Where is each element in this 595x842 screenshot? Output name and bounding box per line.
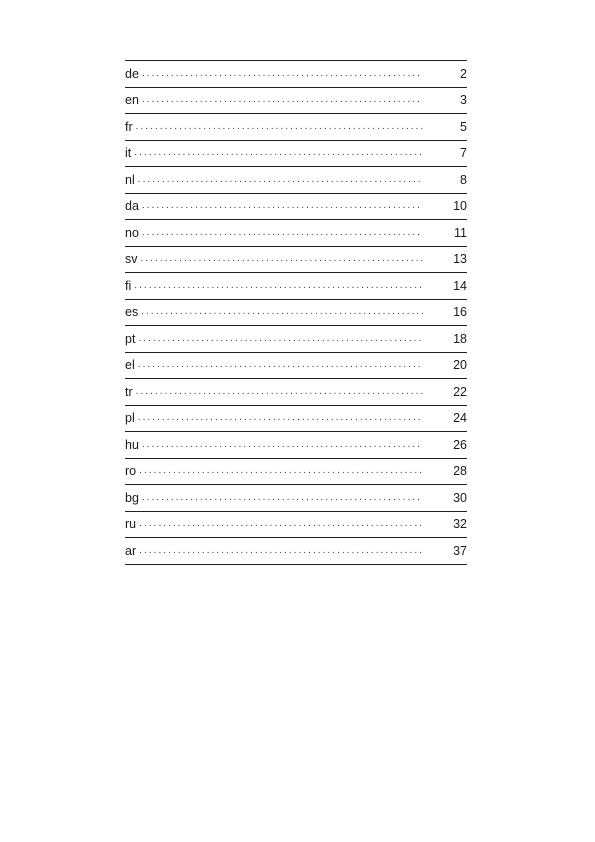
toc-row-pl[interactable] — [125, 406, 467, 433]
toc-language-code: fi — [125, 278, 132, 293]
dot-leader — [136, 122, 423, 132]
dot-leader — [138, 175, 423, 185]
toc-language-code: pt — [125, 331, 136, 346]
toc-row-en[interactable] — [125, 88, 467, 115]
toc-page-number: 20 — [453, 358, 467, 372]
toc-page-number: 11 — [454, 225, 467, 240]
dot-leader — [136, 387, 423, 397]
toc-language-code: da — [125, 199, 139, 213]
toc-language-code: no — [125, 225, 139, 240]
toc-language-code: nl — [125, 172, 135, 187]
toc-row-tr[interactable] — [125, 379, 467, 406]
toc-page-number: 37 — [453, 543, 467, 558]
dot-leader — [138, 413, 423, 423]
toc-row-sv[interactable] — [125, 247, 467, 274]
toc-language-code: pl — [125, 411, 135, 425]
toc-language-code: ro — [125, 464, 137, 478]
toc-page-number: 3 — [460, 93, 467, 107]
toc-language-code: ru — [125, 517, 137, 531]
dot-leader — [142, 201, 423, 211]
toc-language-code: de — [125, 66, 139, 81]
toc-language-code: en — [125, 93, 139, 107]
dot-leader — [139, 466, 423, 476]
toc-page-number: 28 — [453, 464, 467, 478]
toc-page-number: 32 — [453, 517, 467, 531]
toc-page-number: 16 — [453, 305, 467, 319]
dot-leader — [139, 546, 423, 556]
toc-language-code: bg — [125, 490, 139, 505]
toc-language-code: ar — [125, 543, 137, 558]
dot-leader — [142, 493, 423, 503]
toc-row-bg[interactable] — [125, 485, 467, 512]
toc-row-fi[interactable] — [125, 273, 467, 300]
toc-row-fr[interactable] — [125, 114, 467, 141]
dot-leader — [138, 334, 423, 344]
toc-page-number: 7 — [460, 146, 467, 160]
dot-leader — [134, 148, 423, 158]
toc-row-ru[interactable] — [125, 512, 467, 539]
toc-language-code: sv — [125, 252, 138, 266]
toc-row-pt[interactable] — [125, 326, 467, 353]
dot-leader — [142, 228, 423, 238]
toc-page-number: 24 — [453, 411, 467, 425]
toc-row-ar[interactable] — [125, 538, 467, 565]
toc-language-code: fr — [125, 119, 133, 134]
toc-row-hu[interactable] — [125, 432, 467, 459]
dot-leader — [142, 69, 423, 79]
toc-page-number: 2 — [460, 66, 467, 81]
toc-row-da[interactable] — [125, 194, 467, 221]
toc-row-el[interactable] — [125, 353, 467, 380]
toc-page-number: 10 — [453, 199, 467, 213]
toc-row-nl[interactable] — [125, 167, 467, 194]
toc-row-de[interactable] — [125, 61, 467, 88]
dot-leader — [142, 95, 423, 105]
dot-leader — [139, 519, 423, 529]
dot-leader — [142, 440, 423, 450]
toc-row-es[interactable] — [125, 300, 467, 327]
toc-language-code: el — [125, 358, 135, 372]
toc-page-number: 13 — [453, 252, 467, 266]
toc-page-number: 30 — [453, 490, 467, 505]
toc-page-number: 18 — [453, 331, 467, 346]
toc-language-code: hu — [125, 437, 139, 452]
dot-leader — [138, 360, 423, 370]
toc-page-number: 5 — [460, 119, 467, 134]
table-of-contents — [125, 60, 467, 565]
toc-language-code: es — [125, 305, 139, 319]
toc-page-number: 14 — [453, 278, 467, 293]
toc-row-it[interactable] — [125, 141, 467, 168]
toc-row-no[interactable] — [125, 220, 467, 247]
dot-leader — [141, 307, 423, 317]
toc-page-number: 8 — [460, 172, 467, 187]
toc-language-code: it — [125, 146, 132, 160]
dot-leader — [141, 254, 424, 264]
toc-page-number: 26 — [453, 437, 467, 452]
toc-page-number: 22 — [453, 384, 467, 399]
dot-leader — [134, 281, 423, 291]
toc-row-ro[interactable] — [125, 459, 467, 486]
toc-language-code: tr — [125, 384, 133, 399]
